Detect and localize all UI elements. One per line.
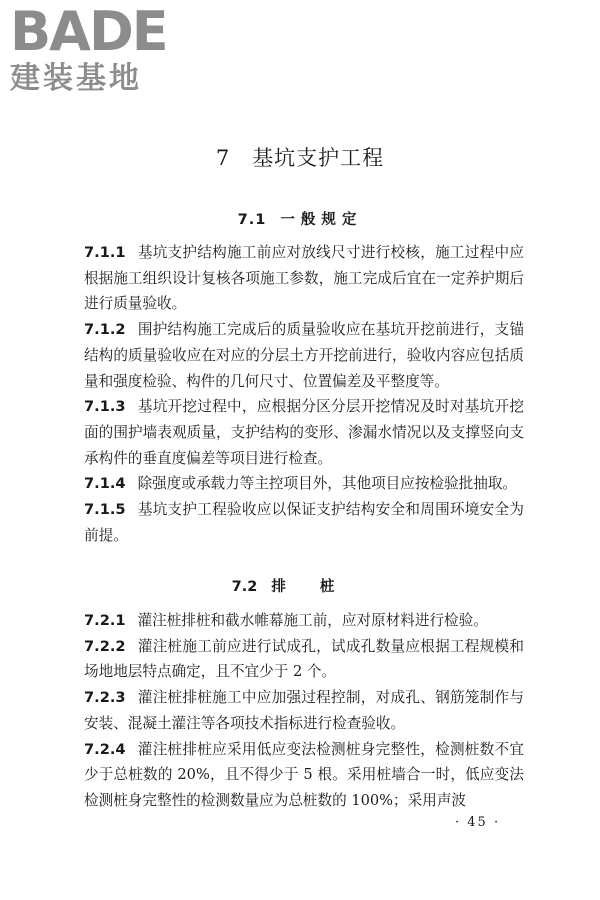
clause-number: 7.1.1 — [84, 244, 126, 261]
clause-7-1-2 — [84, 317, 524, 394]
clause-number: 7.2.1 — [84, 612, 126, 629]
clause-text: 基坑支护工程验收应以保证支护结构安全和周围环境安全为前提。 — [84, 501, 524, 544]
clause-7-2-2 — [84, 634, 524, 685]
clause-number: 7.1.5 — [84, 501, 126, 519]
clause-number: 7.2.3 — [84, 689, 126, 707]
clause-text: 基坑支护结构施工前应对放线尺寸进行校核，施工过程中应根据施工组织设计复核各项施工参数，施工完成后宜在一定养护期后进行质量验收。 — [84, 244, 524, 313]
clause-number: 7.2.2 — [84, 637, 126, 655]
chapter-title-text: 基坑支护工程 — [252, 146, 385, 170]
section-title-text: 排桩 — [271, 579, 369, 595]
clause-text: 灌注桩排桩和截水帷幕施工前，应对原材料进行检验。 — [137, 612, 488, 629]
clause-7-2-1 — [84, 608, 524, 634]
clause-7-2-4 — [84, 737, 524, 814]
clause-7-1-3 — [84, 394, 524, 471]
page-number: · 45 · — [455, 815, 501, 830]
clause-7-1-1 — [84, 240, 524, 317]
clause-number: 7.2.4 — [84, 740, 126, 758]
clause-text: 除强度或承载力等主控项目外，其他项目应按检验批抽取。 — [137, 475, 518, 493]
chapter-title — [0, 142, 600, 172]
section-title-7-1 — [0, 208, 600, 229]
section-title-text: 一般规定 — [280, 212, 363, 228]
clause-text: 灌注桩排桩施工中应加强过程控制，对成孔、钢筋笼制作与安装、混凝土灌注等各项技术指标进行检查验收。 — [84, 689, 524, 732]
chapter-number: 7 — [215, 146, 231, 170]
clause-number: 7.1.2 — [84, 321, 126, 339]
section-title-7-2 — [0, 575, 600, 596]
clause-number: 7.1.3 — [84, 398, 126, 416]
section-number: 7.1 — [237, 212, 267, 228]
clause-7-2-3 — [84, 685, 524, 736]
section-body-7-2 — [84, 608, 524, 814]
clause-7-1-4 — [84, 471, 524, 497]
clause-text: 灌注桩排桩应采用低应变法检测桩身完整性，检测桩数不宜少于总桩数的 20%，且不得少于 5 根。采用桩墙合一时，低应变法检测桩身完整性的检测数量应为总桩数的 100%；采用声波 — [84, 740, 524, 809]
clause-text: 灌注桩施工前应进行试成孔，试成孔数量应根据工程规模和场地地层特点确定，且不宜少于 2 个。 — [84, 637, 524, 681]
clause-number: 7.1.4 — [84, 475, 126, 493]
publisher-logo — [10, 0, 167, 96]
clause-7-1-5 — [84, 497, 524, 548]
section-body-7-1 — [84, 240, 524, 548]
logo-subtitle: 建装基地 — [10, 61, 142, 96]
clause-text: 基坑开挖过程中，应根据分区分层开挖情况及时对基坑开挖面的围护墙表观质量，支护结构的变形、渗漏水情况以及支撑竖向支承构件的垂直度偏差等项目进行检查。 — [84, 398, 524, 467]
clause-text: 围护结构施工完成后的质量验收应在基坑开挖前进行，支锚结构的质量验收应在对应的分层土方开挖前进行，验收内容应包括质量和强度检验、构件的几何尺寸、位置偏差及平整度等。 — [84, 321, 524, 390]
logo-mark: BADE — [10, 0, 167, 63]
section-number: 7.2 — [231, 579, 258, 595]
